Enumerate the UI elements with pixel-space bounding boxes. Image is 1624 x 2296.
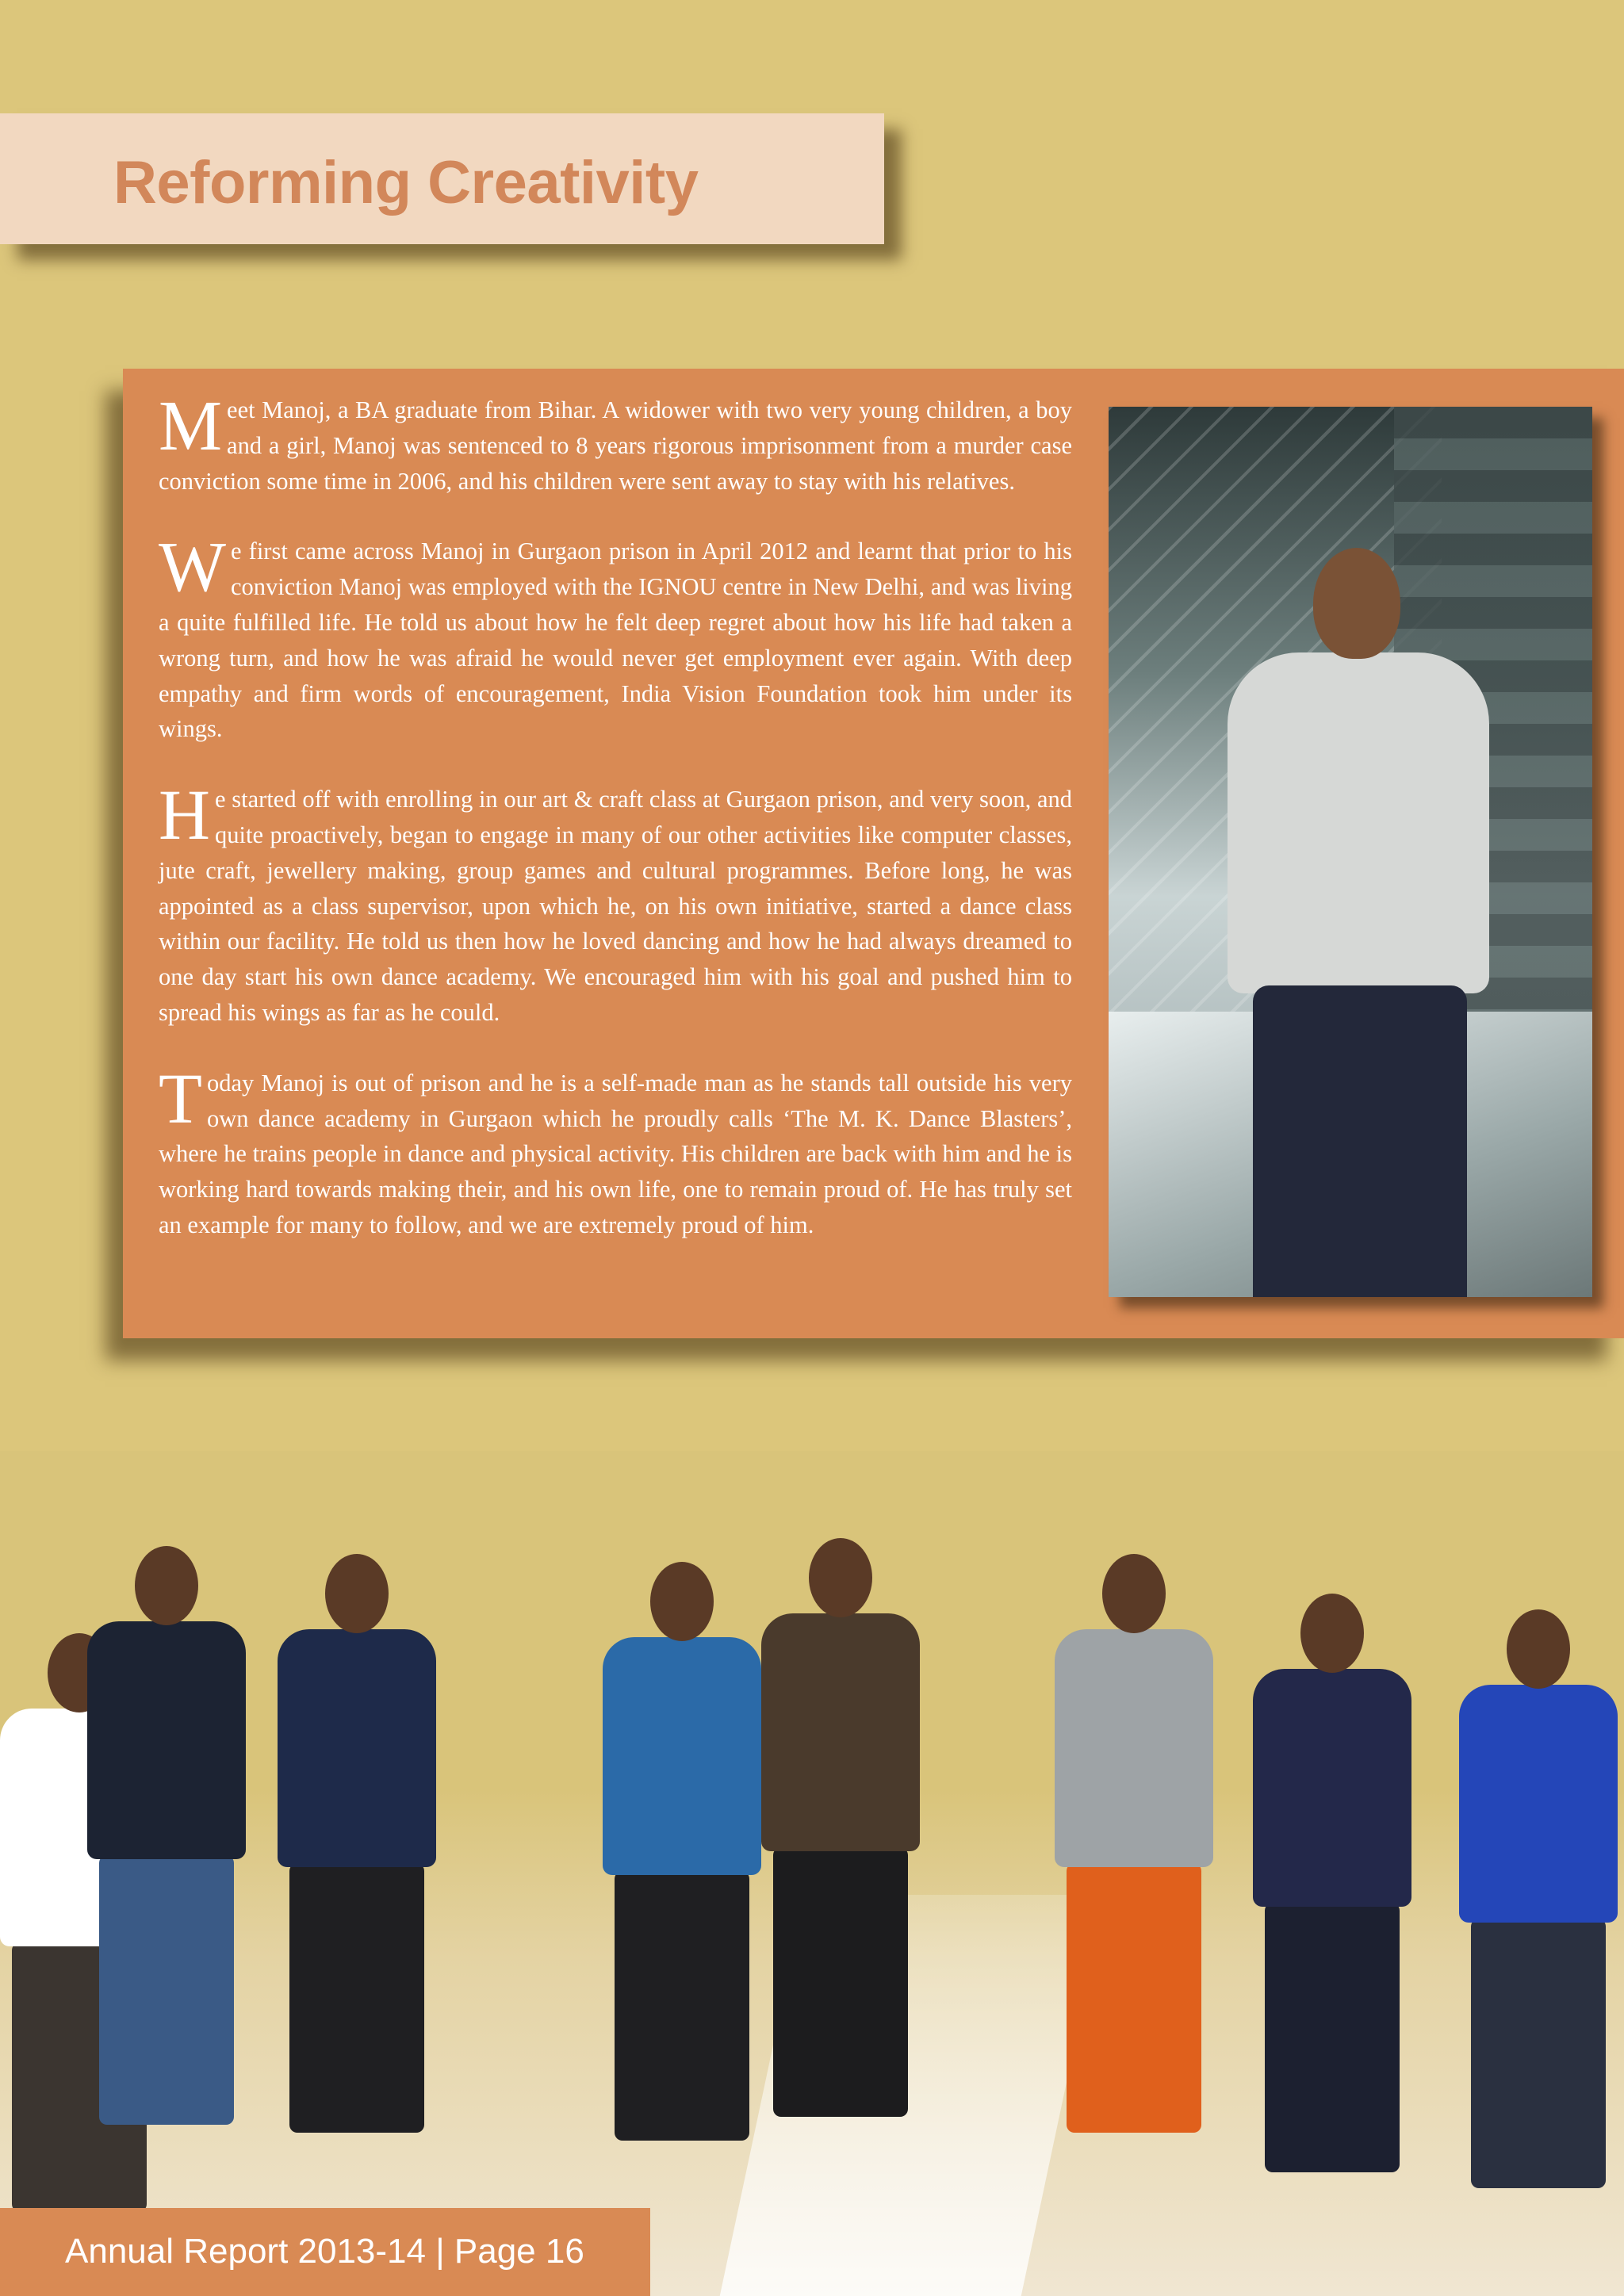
- story-paragraph: [159, 387, 1072, 499]
- dancer-torso: [87, 1621, 246, 1859]
- paragraph-text: e first came across Manoj in Gurgaon prison in April 2012 and learnt that prior to his conviction Manoj was employed with the IGNOU centre in New Delhi, and was living a quite fulfilled life. He told us about how he felt deep regret about how his life had taken a wrong turn, and how he was afraid he would never get employment ever again. With deep empathy and firm words of encouragement, India Vision Foundation took him under its wings.: [159, 538, 1072, 743]
- dancer-torso: [1055, 1629, 1213, 1867]
- story-paragraph: [159, 1059, 1072, 1243]
- dancer-legs: [1067, 1863, 1201, 2133]
- dancer-torso: [278, 1629, 436, 1867]
- portrait-photo: [1109, 407, 1592, 1297]
- dancer-head: [809, 1538, 872, 1617]
- person-shirt: [1228, 652, 1489, 993]
- dancer-legs: [1471, 1919, 1606, 2188]
- dancer-legs: [289, 1863, 424, 2133]
- dancer-figure: [1427, 1609, 1624, 2212]
- dancer-legs: [773, 1847, 908, 2117]
- dancer-figure: [246, 1554, 468, 2156]
- page-title: Reforming Creativity: [113, 149, 699, 216]
- paragraph-text: e started off with enrolling in our art & craft class at Gurgaon prison, and very soon, and quite proactively, began to engage in many of our other activities like computer classes, jute craft, jewellery making, group games and cultural programmes. Before long, he was appointed as a class supervisor, upon which he, on his own initiative, started a dance class within our facility. He told us then how he loved dancing and how he had always dreamed to one day start his own dance academy. We encouraged him with his goal and pushed him to spread his wings as far as he could.: [159, 786, 1072, 1026]
- dancer-head: [1300, 1594, 1364, 1673]
- dancer-head: [325, 1554, 389, 1633]
- drop-cap: H: [159, 776, 210, 855]
- footer-band: [0, 2208, 650, 2296]
- story-text: [159, 387, 1072, 1243]
- dancer-head: [135, 1546, 198, 1625]
- dancer-torso: [761, 1613, 920, 1851]
- dancer-figure: [56, 1546, 278, 2149]
- person-head: [1313, 548, 1400, 659]
- drop-cap: T: [159, 1059, 202, 1138]
- page-footer: Annual Report 2013-14 | Page 16: [65, 2232, 584, 2271]
- dancer-torso: [1253, 1669, 1411, 1907]
- dancer-figure: [730, 1538, 952, 2141]
- dancer-head: [1507, 1609, 1570, 1689]
- drop-cap: M: [159, 387, 223, 465]
- story-paragraph: [159, 528, 1072, 747]
- title-band: [0, 113, 884, 244]
- paragraph-text: eet Manoj, a BA graduate from Bihar. A widower with two very young children, a boy and a girl, Manoj was sentenced to 8 years rigorous imprisonment from a murder case conviction some time in 2006, and his children were sent away to stay with his relatives.: [159, 396, 1072, 495]
- dancer-legs: [99, 1855, 234, 2125]
- dancer-legs: [1265, 1903, 1400, 2172]
- story-paragraph: [159, 776, 1072, 1031]
- dancer-head: [650, 1562, 714, 1641]
- story-panel: [123, 369, 1624, 1338]
- dancer-figure: [1221, 1594, 1443, 2196]
- dancer-figure: [1023, 1554, 1245, 2156]
- group-photo: [0, 1451, 1624, 2296]
- drop-cap: W: [159, 528, 226, 607]
- dancer-head: [1102, 1554, 1166, 1633]
- person-trousers: [1253, 985, 1467, 1297]
- paragraph-text: oday Manoj is out of prison and he is a self-made man as he stands tall outside his very own dance academy in Gurgaon which he proudly calls ‘The M. K. Dance Blasters’, where he trains people in dance and physical activity. His children are back with him and he is working hard towards making their, and his own life, one to remain proud of. He has truly set an example for many to follow, and we are extremely proud of him.: [159, 1069, 1072, 1238]
- dancer-torso: [1459, 1685, 1618, 1923]
